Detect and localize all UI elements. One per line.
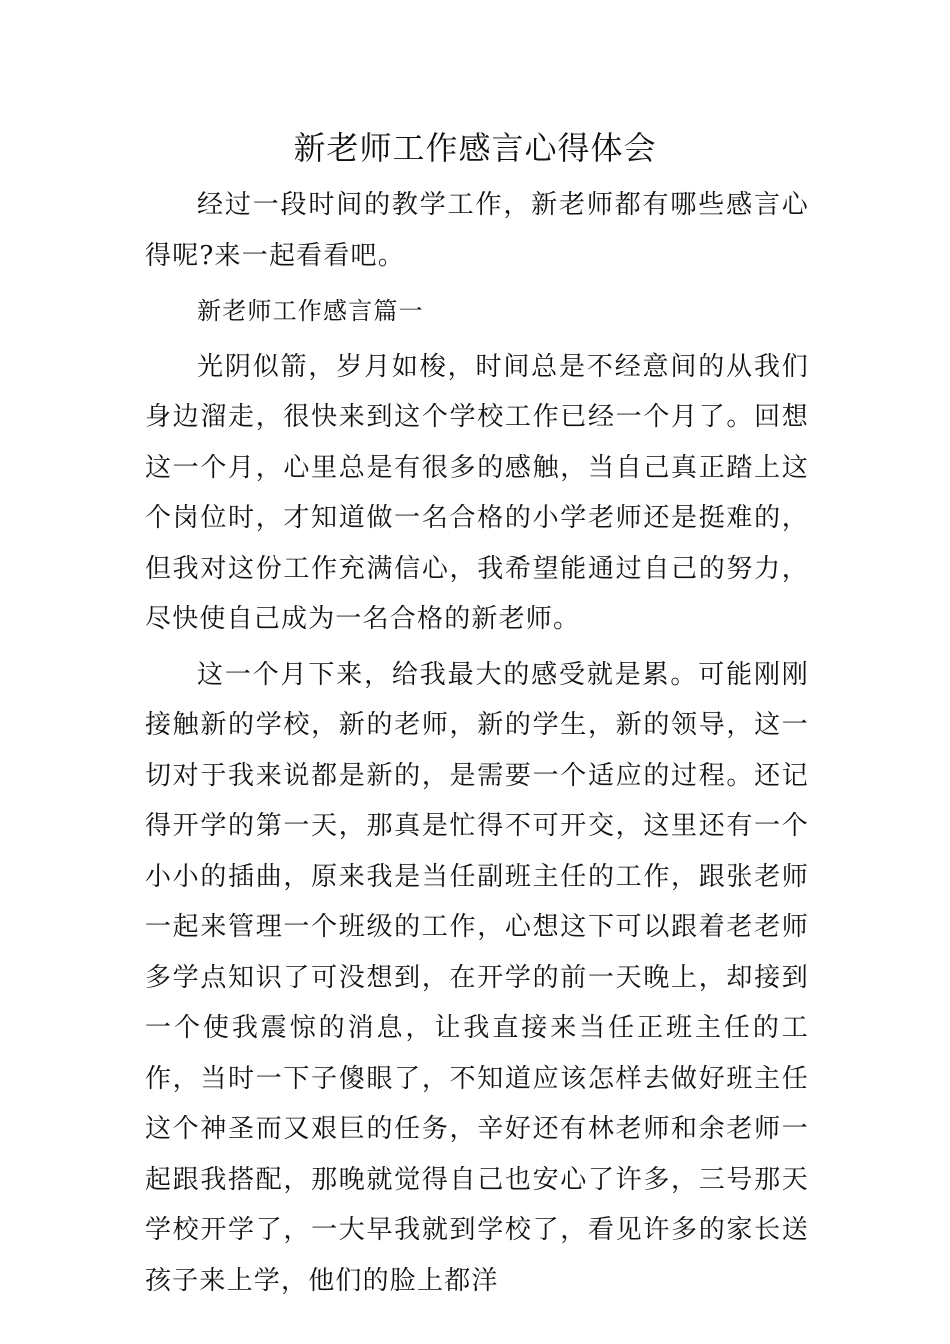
intro-paragraph: 经过一段时间的教学工作，新老师都有哪些感言心得呢?来一起看看吧。 xyxy=(145,190,809,271)
document-body xyxy=(145,180,809,1306)
body-paragraph-2: 这一个月下来，给我最大的感受就是累。可能刚刚接触新的学校，新的老师，新的学生，新的领导，这一切对于我来说都是新的，是需要一个适应的过程。还记得开学的第一天，那真是忙得不可开交，这里还有一个小小的插曲，原来我是当任副班主任的工作，跟张老师一起来管理一个班级的工作，心想这下可以跟着老老师多学点知识了可没想到，在开学的前一天晚上，却接到一个使我震惊的消息，让我直接来当任正班主任的工作，当时一下子傻眼了，不知道应该怎样去做好班主任这个神圣而又艰巨的任务，辛好还有林老师和余老师一起跟我搭配，那晚就觉得自己也安心了许多，三号那天学校开学了，一大早我就到学校了，看见许多的家长送孩子来上学，他们的脸上都洋 xyxy=(145,659,809,1296)
document-title: 新老师工作感言心得体会 xyxy=(293,129,657,167)
body-paragraph-1: 光阴似箭，岁月如梭，时间总是不经意间的从我们身边溜走，很快来到这个学校工作已经一个月了。回想这一个月，心里总是有很多的感触，当自己真正踏上这个岗位时，才知道做一名合格的小学老师还是挺难的，但我对这份工作充满信心，我希望能通过自己的努力，尽快使自己成为一名合格的新老师。 xyxy=(145,351,809,634)
section-heading: 新老师工作感言篇一 xyxy=(197,297,424,325)
